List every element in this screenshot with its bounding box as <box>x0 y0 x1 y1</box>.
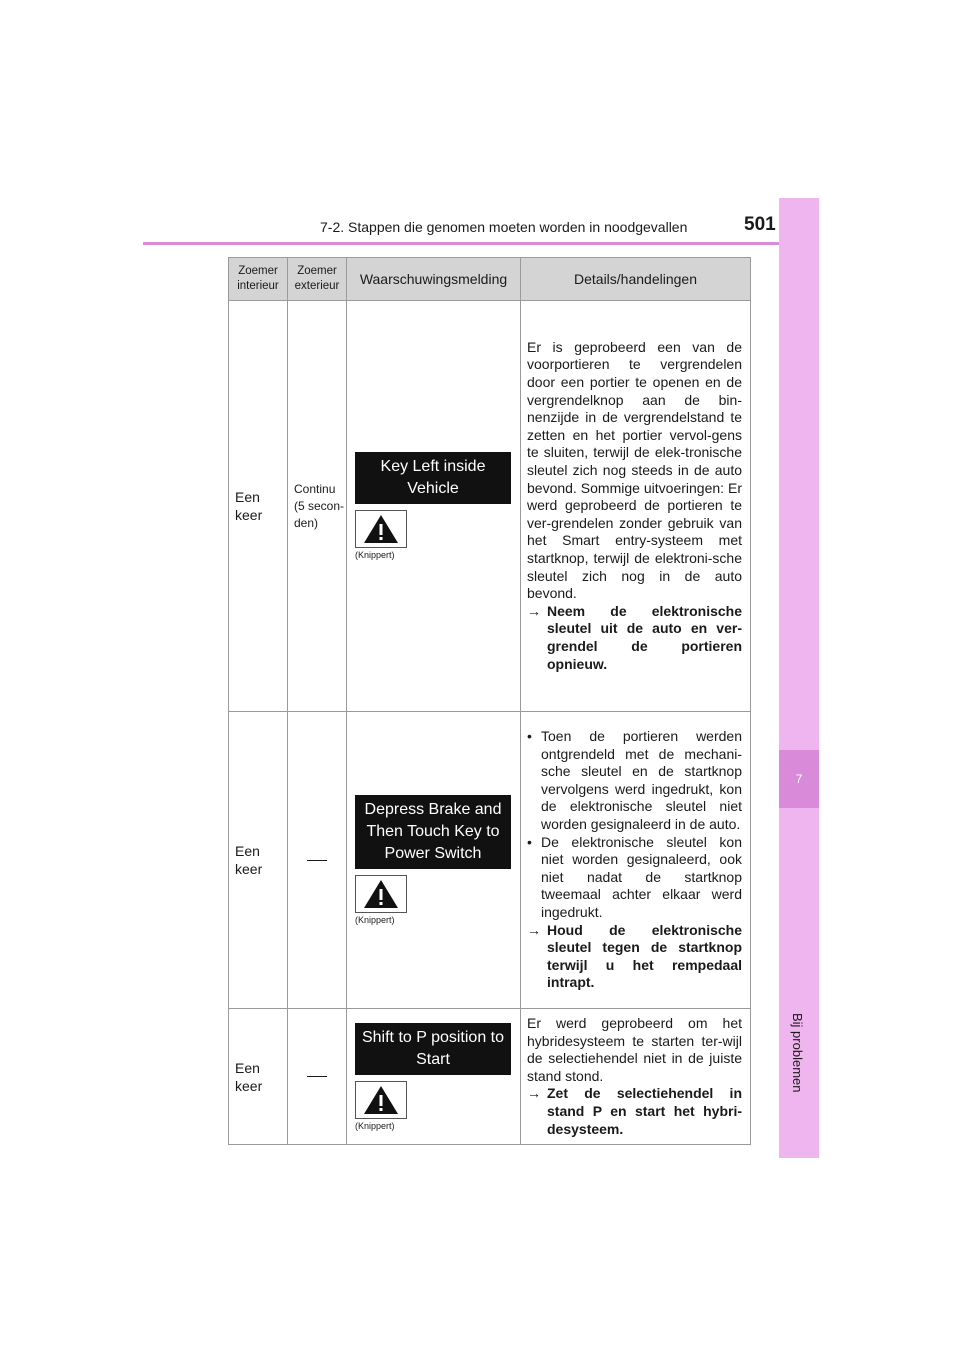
row-message-cell <box>347 712 521 1009</box>
page-header-title: 7-2. Stappen die genomen moeten worden in noodgevallen <box>320 219 688 235</box>
header-zoemer-exterieur: Zoemer exterieur <box>288 258 347 301</box>
header-rule <box>143 242 819 245</box>
warning-table <box>228 257 751 1145</box>
row-zoemer-exterieur <box>288 1009 347 1145</box>
arrow-right-icon: → <box>527 602 541 619</box>
action-text: Houd de elektronische sleutel tegen de startknop terwijl u het rempedaal intrapt. <box>547 921 742 991</box>
action-line <box>527 922 742 992</box>
detail-text: Er is geprobeerd een van de voorportieren te vergrendelen door een portier te openen en de vergrendelknop aan de bin-nenzijde in de vergrendelstand te zetten en het portier vervol-gens te sluiten, terwijl de elek-tronische sleutel zich nog steeds in de auto bevond. Sommige uitvoeringen: Er werd geprobeerd de portieren te ver-grendelen zonder gebruik van het Smart entry-systeem met startknop, terwijl de elektroni-sche sleutel zich nog in de auto bevond. <box>527 338 742 602</box>
header-zoemer-interieur: Zoemer interieur <box>229 258 288 301</box>
dash-mark <box>307 1076 327 1077</box>
warning-message-display: Key Left inside Vehicle <box>355 452 511 504</box>
row-message-cell <box>347 1009 521 1145</box>
row-zoemer-exterieur <box>288 712 347 1009</box>
row-message-cell <box>347 301 521 712</box>
arrow-right-icon: → <box>527 1085 541 1102</box>
table-header-row <box>229 258 751 301</box>
chapter-number: 7 <box>795 772 803 786</box>
arrow-right-icon: → <box>527 921 541 938</box>
warning-triangle-icon <box>355 875 407 913</box>
row-zoemer-exterieur: Continu (5 secon-den) <box>288 301 347 712</box>
table-row <box>229 712 751 1009</box>
action-line <box>527 603 742 673</box>
dash-mark <box>307 860 327 861</box>
action-line <box>527 1085 742 1138</box>
detail-text: Er werd geprobeerd om het hybridesysteem te starten ter-wijl de selectiehendel niet in de juiste stand stond. <box>527 1015 742 1084</box>
bullet-text: Toen de portieren werden ontgrendeld met de mechani-sche sleutel en de startknop vervolgens werd ingedrukt, kon de elektronische sleutel niet worden gesignaleerd in de auto. <box>541 728 742 833</box>
list-item: • Toen de portieren werden ontgrendeld met de mechani-sche sleutel en de startknop vervolgens werd ingedrukt, kon de elektronische sleutel niet worden gesignaleerd in de auto. <box>527 728 742 833</box>
row-zoemer-interieur: Een keer <box>229 1009 288 1145</box>
action-text: Neem de elektronische sleutel uit de auto en ver-grendel de portieren opnieuw. <box>547 602 742 672</box>
page-number: 501 <box>744 214 776 235</box>
icon-caption: (Knippert) <box>355 915 395 925</box>
bullet-text: De elektronische sleutel kon niet worden gesignaleerd, ook niet nadat de startknop tweemaal achter elkaar werd ingedrukt. <box>541 833 742 920</box>
header-waarschuwingsmelding: Waarschuwingsmelding <box>347 258 521 301</box>
chapter-label: Bij problemen <box>790 1013 805 1093</box>
warning-message-display: Depress Brake and Then Touch Key to Power Switch <box>355 795 511 869</box>
table-row <box>229 301 751 712</box>
warning-triangle-icon <box>355 1081 407 1119</box>
warning-message-display: Shift to P position to Start <box>355 1023 511 1075</box>
table-row <box>229 1009 751 1145</box>
list-item: • De elektronische sleutel kon niet worden gesignaleerd, ook niet nadat de startknop tweemaal achter elkaar werd ingedrukt. <box>527 833 742 920</box>
row-zoemer-interieur: Een keer <box>229 301 288 712</box>
row-details <box>521 712 751 1009</box>
row-zoemer-interieur: Een keer <box>229 712 288 1009</box>
header-details: Details/handelingen <box>521 258 751 301</box>
row-details <box>521 301 751 712</box>
icon-caption: (Knippert) <box>355 1120 395 1131</box>
chapter-side-tab <box>779 198 819 1158</box>
warning-triangle-icon <box>355 510 407 548</box>
row-details <box>521 1009 751 1145</box>
icon-caption: (Knippert) <box>355 550 395 560</box>
action-text: Zet de selectiehendel in stand P en start het hybri-desysteem. <box>547 1085 742 1137</box>
